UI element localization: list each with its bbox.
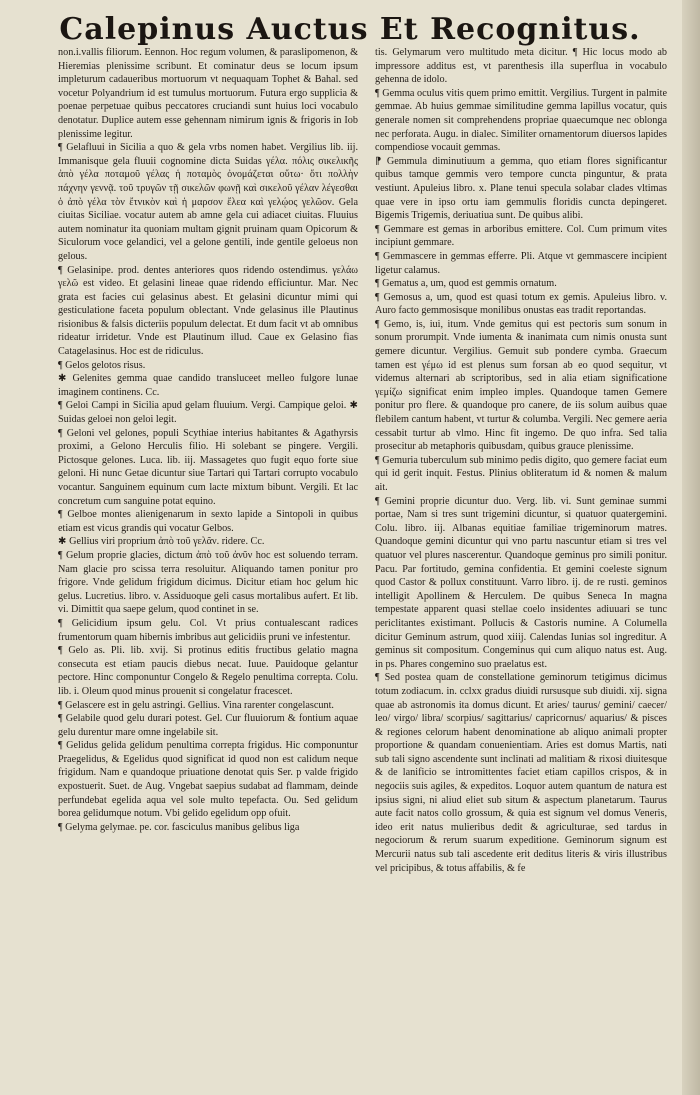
entry-gemma: ¶ Gemma oculus vitis quem primo emittit. Vergilius. Turgent in palmite gemmae. Ab huius gemmae similitudine gemma lapillus vocatur, quis generale nomen sit comprehendens propriae quaecumque nec oblonga nec perforata. Augu. in dialec. Similiter ornamentorum diuersos lapides compendiose vocauit gemmas. xyxy=(375,87,667,154)
entry-gelyma-cont: tis. Gelymarum vero multitudo meta dicitur. ¶ Hic locus modo ab impressore additus est, vt parenthesis illa superflua in vocabulo gehenna de idolo. xyxy=(375,47,667,86)
entry-gemo: ¶ Gemo, is, iui, itum. Vnde gemitus qui est pectoris sum sonum in sonum prorumpit. Vnde iumenta & inanimata cum nimis onusta sunt gemere dicuntur. Vergilius. Gemuit sub pondere cymba. Graecum tamen est γέμω id est plenus sum forsan ab eo quod sequitur, vt videmus alternari ab scriptoribus, sed in alia etiam significatione γεμίζω significat enim impleo imples. Quandoque tamen Gemere ponitur pro flere. & quandoque pro canere, de iis solum auibus quae flebilem cantum habent, vt turtur & columba. Vergili. Nec gemere aeria cessabit turtur ab vlmo. Hinc fit ingemo. De quo infra. Sed talia prosecitur ab metaphoris quibusdam, quibus grauce plenissime. xyxy=(375,318,667,453)
running-header: Calepinus Auctus Et Recognitus. xyxy=(59,12,641,47)
entry-geloi-campi: ¶ Geloi Campi in Sicilia apud gelam fluuium. Vergi. Campique geloi. ✱ Suidas geloei non geloi legit. xyxy=(58,400,358,426)
entry-gela: ¶ Gelafluui in Sicilia a quo & gela vrbs nomen habet. Vergilius lib. iij. Immanisque gela fluuii cognomine dicta Suidas γέλα. πόλις σικελικῆς ἀπὸ γέλα ποταμοῦ γέλας ἡ ποταμὸς ὀνομάζεται οὕτω· ὅτι πολλὴν πάχνην γεννᾷ. τοῦ τρυγῶν τῇ σικελῶν φωνῇ καὶ σικελοῦ γέλαν λέγεσθαι ὁ ἀπὸ γέλα τὸν ἔτνικὸν καὶ ἡ μαρσον ἔλεα καὶ γελῴος γελῶον. Gela ciuitas Siciliae. vocatur autem ab amne gela cui adiacet ciuitas. Fluuius autem nominatur ita quoniam multam gignit pruinam quam Opicorum & Siculorum voce gelandici, vel a gelone gentili, inde gentile geloeus non gelous. xyxy=(58,142,358,262)
entry-gemmula: ⁋ Gemmula diminutiuum a gemma, quo etiam flores significantur quibus tamque gemmis vero tempore cuncta pinguntur, & prata vestiunt. Apuleius libro. x. Plane tenui specula solabar clades vltimas quae vere in ipso ortu iam gemmulis floridis cuncta depingeret. Bigemis Trigemis, deriuatiua sunt. De quibus alibi. xyxy=(375,155,667,222)
entry-gematus: ¶ Gematus a, um, quod est gemmis ornatum. xyxy=(375,278,557,290)
entry-gelenites: ✱ Gelenites gemma quae candido transluceet melleo fulgore lunae imaginem continens. Cc. xyxy=(58,373,358,398)
entry-gemosus: ¶ Gemosus a, um, quod est quasi totum ex gemis. Apuleius libro. v. Auro facto gemmosisque monilibus onustas eas tradit reportandas. xyxy=(375,291,667,317)
entry-gelo: ¶ Gelo as. Pli. lib. xvij. Si protinus editis fructibus gelatio magna consecuta est etiam paucis diebus necat. Iuue. Pauidoque gelantur pectore. Hinc componuntur Congelo & Regelo penultima correpta. Colu. lib. i. Oleum quod minus prouenit si congelatur fracescet. xyxy=(58,645,358,697)
entry-geloni: ¶ Geloni vel gelones, populi Scythiae interius habitantes & Agathyrsis proximi, a Gelono Herculis filio. Hi solebant se pingere. Vergili. Pictosque gelones. Luca. lib. iij. Massagetes quo fugit equo forte siue geloni. Hi nunc Getae dicuntur siue Tartari qui Tartari corrupto vocabulo vocantur. Sanguinem equinum cum lacte mixtum bibunt. Vergili. Et lac concretum cum sanguine potat equino. xyxy=(58,427,358,507)
entry-gehenna-cont: non.i.vallis filiorum. Eennon. Hoc regum volumen, & paraslipomenon, & Hieremias plenissime scribunt. Et cominatur deus se locum ipsum impleturum cadaueribus mortuorum vt nequaquam Tophet & Bahal. sed vocetur Polyandrium id est tumulus mortuorum. Futura ergo supplicia & poenae perpetuae quibus peccatores cruciandi sunt huius loci vocabulo denotatur. Duplice autem esse gehennam nimirum ignis & frigoris in Iob plenissime legitur. xyxy=(58,47,358,140)
page-edge-shadow xyxy=(682,0,700,1095)
entry-gellius: ✱ Gellius viri proprium ἀπὸ τοῦ γελᾶν. ridere. Cc. xyxy=(58,536,265,548)
entry-gemmare: ¶ Gemmare est gemas in arboribus emittere. Col. Cum primum vites incipiunt gemmare. xyxy=(375,223,667,249)
right-column xyxy=(375,46,667,875)
entry-gelyma: ¶ Gelyma gelymae. pe. cor. fasciculus manibus gelibus liga xyxy=(58,821,300,833)
entry-gelum: ¶ Gelum proprie glacies, dictum ἀπὸ τοῦ ἀνῦν hoc est soluendo terram. Nam glacie pro scissa terra resoluitur. Aliquando tamen ponitur pro frigore. Vnde gelidum frigidum dicimus. Dicitur etiam hoc gelum hic gelus. Lucretius. libro. v. Assiduoque geli casus mortalibus aufert. Et lib. vi. Dimittit qua saepe gelum, quod continet in se. xyxy=(58,549,358,616)
entry-gelabile: ¶ Gelabile quod gelu durari potest. Gel. Cur fluuiorum & fontium aquae gelu durentur mare omne ingelabile sit. xyxy=(58,713,358,738)
entry-gelicidium: ¶ Gelicidium ipsum gelu. Col. Vt prius contualescant radices frumentorum quam hibernis imbribus aut gelicidiis pruni ve infestentur. xyxy=(58,617,358,643)
entry-gemuria: ¶ Gemuria tuberculum sub minimo pedis digito, quo gemere faciat eum qui id gerit inquit. Festus. Plinius obliteratum id & nomen & malum ait. xyxy=(375,454,667,493)
entry-gelos: ¶ Gelos gelotos risus. xyxy=(58,359,146,371)
entry-gemmascere: ¶ Gemmascere in gemmas efferre. Pli. Atque vt gemmascere incipient ligetur calamus. xyxy=(375,250,667,276)
entry-gelboe: ¶ Gelboe montes alienigenarum in sexto lapide a Sintopoli in quibus etiam est vicus grandis qui vocatur Gelbos. xyxy=(58,509,358,534)
entry-gelasini: ¶ Gelasinipe. prod. dentes anteriores quos ridendo ostendimus. γελάω γελῶ est video. Et gelasini lineae quae ridendo efficiuntur. Mar. Nec grata est facies cui gelasinus abest. Et gelasini dicuntur mimi qui gesticulatione faceta populum oblectant. Vnde gelasinus ille Plautinus risionibus & falsis dicteriis populum delectat. Et dum facit vt ab omnibus rideatur irridetur. Vnde est Plautinum illud. Caue ex Gelasino fias Catagelasinus. Hoc est de ridiculus. xyxy=(58,264,358,358)
left-column xyxy=(58,46,358,834)
entry-gelascere: ¶ Gelascere est in gelu astringi. Gellius. Vina rarenter congelascunt. xyxy=(58,699,334,711)
entry-gelidus: ¶ Gelidus gelida gelidum penultima correpta frigidus. Hic componuntur Praegelidus, & Egelidus quod significat id quod non est calidum neque frigidum. Nam e quandoque priuatione denotat quis Ser. p valde frigido expostuerit. Suet. de Aug. Vngebat saepius sudabat ad flammam, deinde perfundebat egelida aqua vel sole multo tepefacta. Ou. Sed gelidum borea gelidumque notum. Vbi gelido egelidum opp ofuit. xyxy=(58,740,358,820)
entry-zodiacus: ¶ Sed postea quam de constellatione geminorum tetigimus dicimus totum zodiacum. in. cclxx gradus diuidi rursusque sub diuidi. xij. signa quae ab astronomis ita domus dicunt. Et aries/ taurus/ gemini/ caecer/ leo/ virgo/ libra/ scorpius/ sagittarius/ capricornus/ aquarius/ & pisces & regiones celorum habent denominatione ab aliquo animali propter proportione & quandam conuenientiam. Aries est domus Martis, nati sub tali signo ascendente sunt inclinati ad malitiam & rixosi diuitesque & de lanificio se intromittentes faciet etiam capillos crispos, & in negociis suis agiles, & expeditos. Loquor autem quantum de natura est ipsius signi, ni aliud eliet sub situm & aspectum planetarum. Taurus aute facit natos collo grossum, & quia est signum vel domus Veneris, ideo erit natus mulieribus dedit & agriculturae, sed tardus in negociorum & rerum suarum expeditione. Geminorum signum est Mercurii natus sub tali ascedente erit deditus literis & viris illustribus vel pricipibus, & totus affabilis, & fe xyxy=(375,672,667,874)
entry-gemini: ¶ Gemini proprie dicuntur duo. Verg. lib. vi. Sunt geminae summi portae, Nam si tres sunt trigemini dicuntur, si quatuor quatergemini. Colu. libro. iij. Albanas equitiae familiae trigeminorum matres. Quandoque gemini dicuntur qui vno partu nascuntur etiam si tres vel quatuor vel plures nascerentur. Quandoque geminus pro simili ponitur. Pacu. Par fortitudo, gemina confidentia. Et gemini coeleste signum quod Castor & pollux constituunt. Varro libro. ij. de re rusti. geminos intelligit Apollinem & Herculem. De quibus Seneca In magna tempestate apparent quasi stellae coelo insidentes adiuuari se tunc periclitantes existimant. Pollucis & Castoris numine. A Columella dicitur Geminum astrum, quod xiiij. Calendas Iunias sol ingreditur. A geminus sit compositum. Congeminus qui cum aliquo natus est. Aug. in ps. Phares congemino suo praelatus est. xyxy=(375,495,667,670)
